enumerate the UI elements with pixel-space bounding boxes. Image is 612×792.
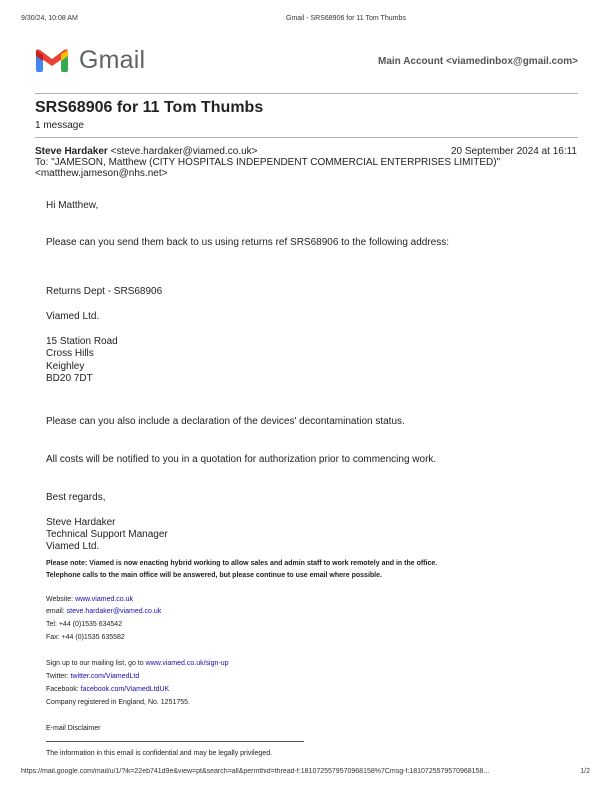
facebook-link[interactable]: facebook.com/ViamedLtdUK — [80, 686, 170, 693]
twitter-row — [46, 672, 139, 683]
twitter-link[interactable]: twitter.com/ViamedLtd — [70, 673, 140, 680]
website-row — [46, 595, 133, 606]
address-line: Keighley — [46, 361, 85, 372]
recipient-email: <matthew.jameson@nhs.net> — [35, 168, 168, 179]
signature-name: Steve Hardaker — [46, 517, 116, 528]
facebook-label: Facebook: — [46, 686, 79, 693]
body-paragraph-1: Please can you send them back to us using returns ref SRS68906 to the following address: — [46, 237, 450, 248]
gmail-m-icon[interactable] — [35, 48, 69, 73]
closing: Best regards, — [46, 492, 106, 503]
notice-line-1: Viamed is now enacting hybrid working to allow sales and admin staff to work remotely and in the office. — [89, 560, 438, 567]
print-page-title: Gmail - SRS68906 for 11 Tom Thumbs — [286, 15, 406, 22]
greeting: Hi Matthew, — [46, 200, 99, 211]
facebook-row — [46, 685, 169, 696]
signature-title: Technical Support Manager — [46, 529, 168, 540]
disclaimer-title: E-mail Disclaimer — [46, 725, 101, 732]
message-date: 20 September 2024 at 16:11 — [450, 146, 577, 157]
notice-line-2: Telephone calls to the main office will be answered, but please continue to use email where possible. — [46, 572, 382, 579]
email-label: email: — [46, 608, 65, 615]
email-link[interactable]: steve.hardaker@viamed.co.uk — [66, 608, 162, 615]
recipient-line: To: "JAMESON, Matthew (CITY HOSPITALS INDEPENDENT COMMERCIAL ENTERPRISES LIMITED)" — [35, 157, 501, 168]
address-line: Viamed Ltd. — [46, 311, 100, 322]
sender — [35, 146, 258, 157]
signup-text: Sign up to our mailing list, go to — [46, 660, 144, 667]
signup-link[interactable]: www.viamed.co.uk/sign-up — [145, 660, 229, 667]
disclaimer-divider — [46, 741, 304, 742]
website-link[interactable]: www.viamed.co.uk — [75, 596, 134, 603]
print-url: https://mail.google.com/mail/u/1/?ik=22eb741d9e&view=pt&search=all&permthid=thread-f:1810725579570968158%7Cmsg-f:1810725579570968158... — [21, 768, 490, 775]
body-paragraph-2: Please can you also include a declaration of the devices' decontamination status. — [46, 416, 405, 427]
subject-divider — [35, 137, 578, 138]
body-paragraph-3: All costs will be notified to you in a quotation for authorization prior to commencing work. — [46, 454, 437, 465]
fax-line: Fax: +44 (0)1535 635582 — [46, 634, 125, 641]
address-line: Returns Dept - SRS68906 — [46, 286, 163, 297]
signup-row — [46, 659, 229, 670]
email-row — [46, 607, 161, 618]
twitter-label: Twitter: — [46, 673, 69, 680]
hybrid-notice — [46, 559, 437, 570]
sender-name: Steve Hardaker — [35, 146, 108, 157]
signature-company: Viamed Ltd. — [46, 541, 100, 552]
notice-label: Please note: — [46, 560, 88, 567]
header-divider — [35, 93, 578, 94]
disclaimer-text: The information in this email is confidential and may be legally privileged. — [46, 750, 273, 757]
address-line: BD20 7DT — [46, 373, 93, 384]
company-registration: Company registered in England, No. 1251755. — [46, 699, 190, 706]
thread-subject: SRS68906 for 11 Tom Thumbs — [35, 99, 264, 116]
website-label: Website: — [46, 596, 74, 603]
print-datetime: 9/30/24, 10:08 AM — [21, 15, 78, 22]
sender-email: <steve.hardaker@viamed.co.uk> — [110, 146, 258, 157]
address-line: Cross Hills — [46, 348, 94, 359]
print-page-number: 1/2 — [580, 768, 590, 775]
gmail-wordmark[interactable]: Gmail — [79, 46, 146, 74]
account-label: Main Account <viamedinbox@gmail.com> — [378, 56, 578, 67]
address-line: 15 Station Road — [46, 336, 118, 347]
tel-line: Tel: +44 (0)1535 634542 — [46, 621, 123, 628]
message-count: 1 message — [35, 120, 84, 131]
